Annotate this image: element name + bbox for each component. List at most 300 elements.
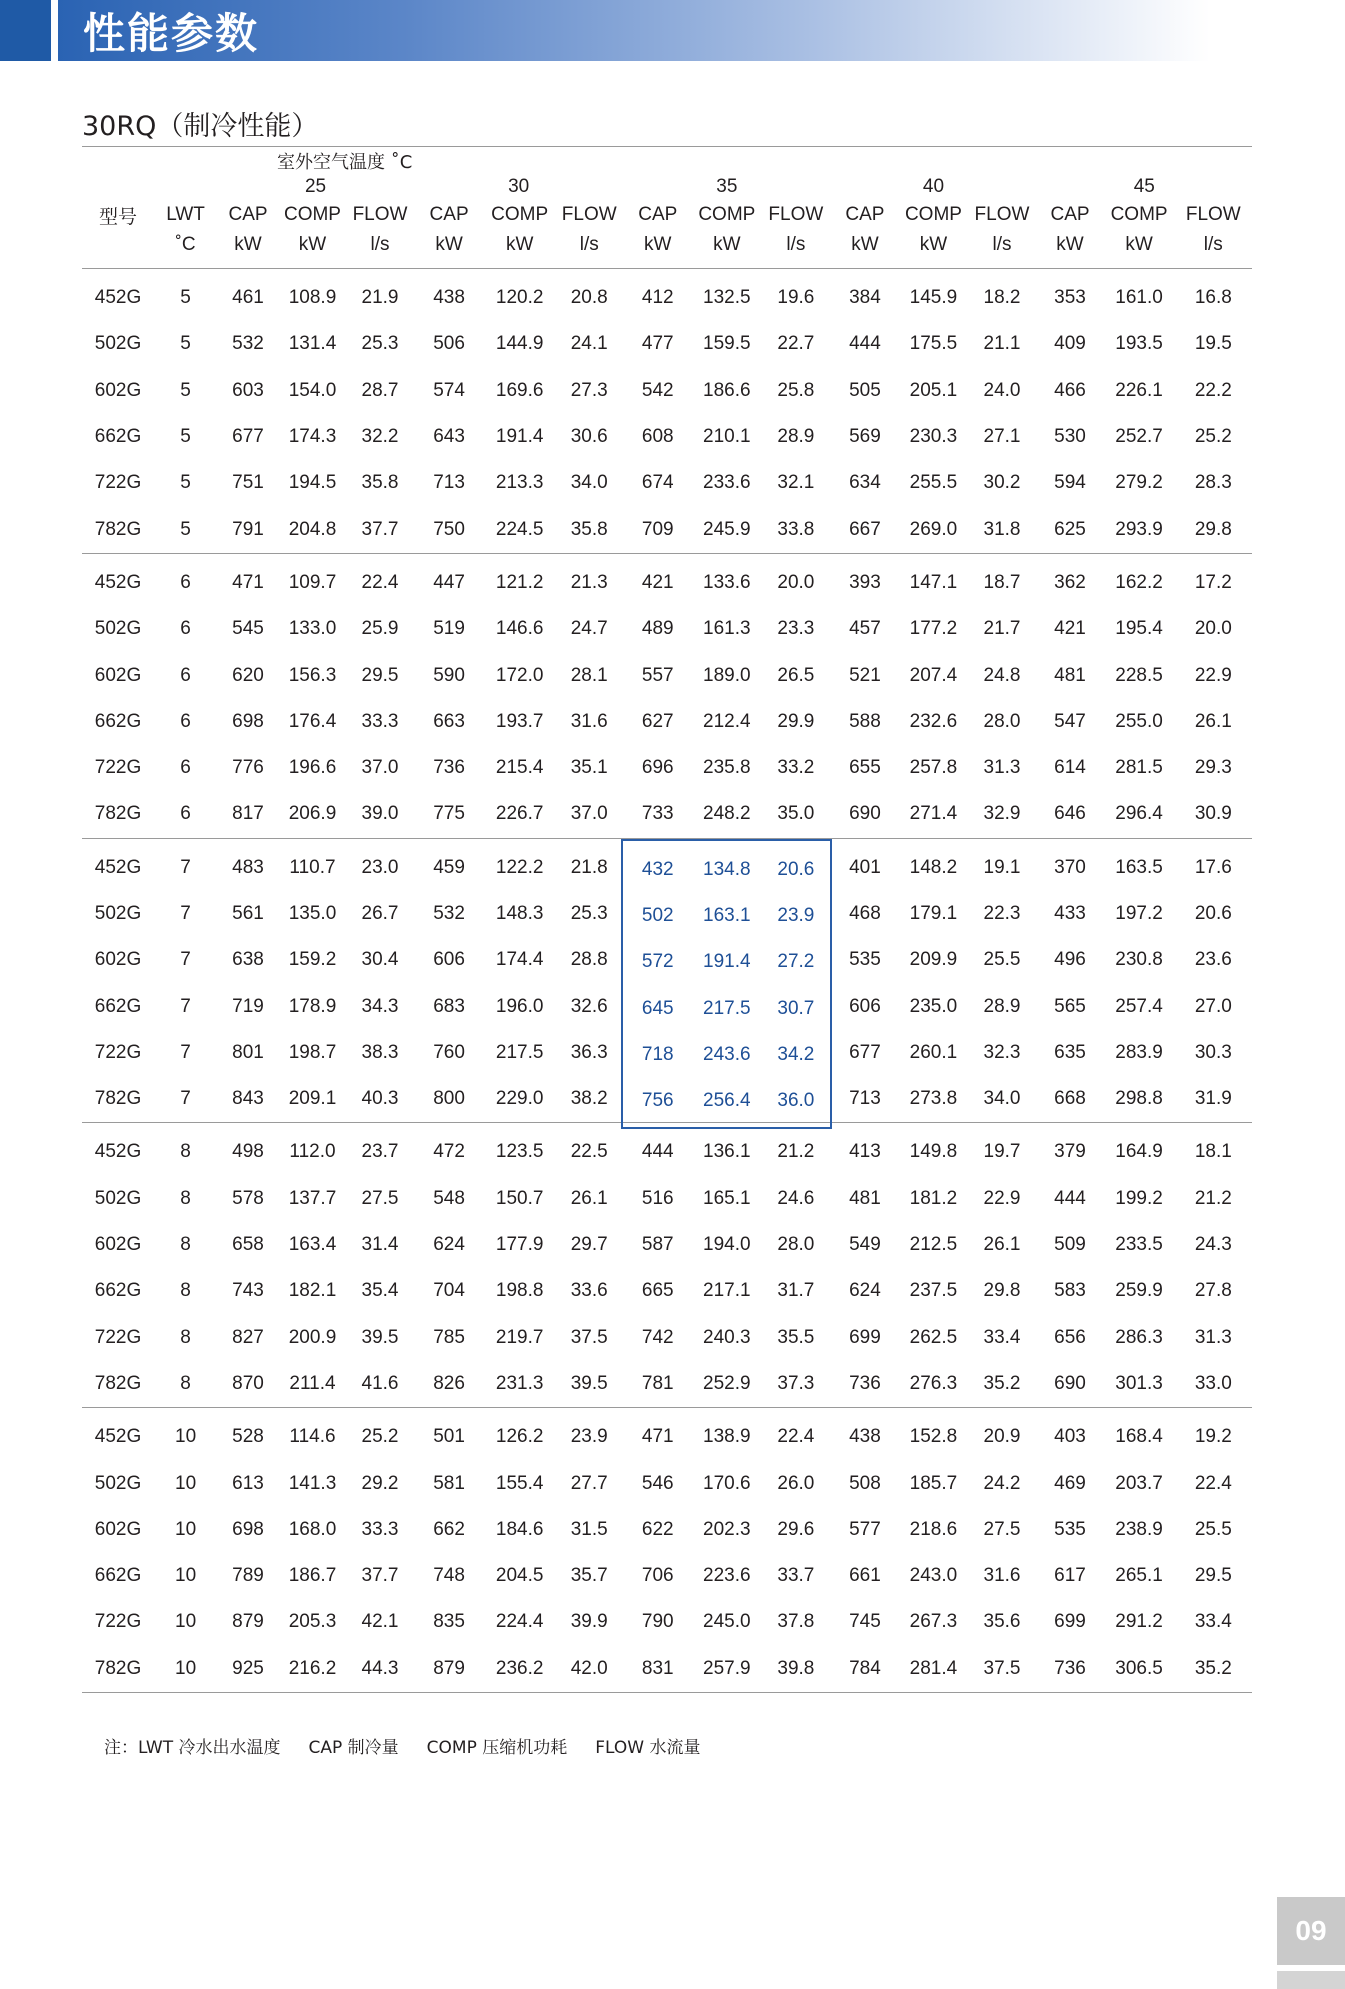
model-cell: 602G	[94, 949, 142, 971]
model-cell: 722G	[94, 757, 142, 779]
value-cell	[692, 983, 761, 1029]
value-cell	[1175, 1176, 1252, 1222]
lwt-cell: 6	[180, 618, 191, 640]
value-text: 283.9	[1115, 1041, 1163, 1063]
header-row-temps	[82, 174, 1252, 200]
value-cell	[484, 937, 555, 983]
value-text: 36.3	[570, 1041, 608, 1063]
column-unit: l/s	[370, 234, 390, 255]
model-cell: 452G	[94, 1426, 142, 1448]
value-text: 542	[641, 379, 674, 401]
value-text: 231.3	[495, 1372, 544, 1394]
value-text: 489	[641, 618, 674, 640]
value-cell	[346, 269, 414, 322]
model-cell: 502G	[94, 1187, 142, 1209]
value-text: 218.6	[909, 1518, 958, 1540]
value-cell	[1175, 460, 1252, 506]
value-text: 21.9	[361, 287, 399, 309]
value-cell	[1175, 1222, 1252, 1268]
value-cell	[555, 1123, 623, 1176]
value-text: 38.3	[361, 1041, 399, 1063]
value-cell	[1175, 606, 1252, 652]
value-cell	[830, 652, 899, 698]
value-text: 28.9	[983, 995, 1021, 1017]
value-cell	[830, 699, 899, 745]
value-text: 557	[641, 664, 674, 686]
value-text: 135.0	[288, 903, 337, 924]
value-text: 532	[433, 903, 465, 924]
value-text: 121.2	[495, 571, 544, 593]
value-text: 719	[232, 995, 264, 1017]
value-text: 24.8	[983, 664, 1021, 686]
value-cell	[279, 1361, 346, 1408]
value-cell	[279, 1507, 346, 1553]
value-text: 19.1	[983, 856, 1021, 878]
value-cell	[1104, 368, 1175, 414]
value-text: 174.4	[495, 949, 544, 971]
value-text: 459	[433, 856, 465, 878]
value-cell	[217, 699, 279, 745]
value-cell	[555, 460, 623, 506]
value-cell	[967, 506, 1036, 553]
value-cell	[346, 1268, 414, 1314]
value-text: 226.7	[495, 803, 544, 825]
column-label: COMP	[1110, 204, 1168, 225]
lwt-cell: 5	[180, 287, 191, 309]
value-cell	[1104, 553, 1175, 606]
value-cell	[899, 368, 967, 414]
lwt-cell: 7	[180, 903, 191, 924]
value-text: 22.9	[983, 1187, 1021, 1209]
value-cell	[692, 321, 761, 367]
value-cell	[830, 1315, 899, 1361]
value-cell	[623, 891, 692, 937]
value-cell	[899, 1646, 967, 1693]
lwt-cell: 8	[180, 1280, 191, 1302]
value-cell	[830, 1599, 899, 1645]
value-text: 146.6	[495, 618, 544, 640]
value-text: 879	[433, 1657, 465, 1679]
value-text: 206.9	[288, 803, 337, 825]
value-text: 204.8	[288, 518, 337, 540]
value-cell	[761, 1553, 830, 1599]
table-row	[82, 1599, 1252, 1645]
value-text: 622	[641, 1518, 674, 1540]
value-text: 198.8	[495, 1280, 544, 1302]
value-text: 265.1	[1115, 1565, 1163, 1587]
lwt-cell: 7	[180, 949, 191, 971]
value-text: 41.6	[361, 1372, 399, 1394]
value-cell	[761, 1222, 830, 1268]
model-cell: 782G	[82, 791, 154, 838]
lwt-cell: 7	[180, 1041, 191, 1063]
value-cell	[414, 414, 484, 460]
value-text: 228.5	[1115, 664, 1163, 686]
value-cell	[279, 1268, 346, 1314]
value-text: 35.2	[1194, 1657, 1232, 1679]
value-text: 141.3	[288, 1472, 337, 1494]
value-cell	[346, 1553, 414, 1599]
lwt-cell: 5	[180, 472, 191, 494]
value-cell	[414, 983, 484, 1029]
value-cell	[414, 321, 484, 367]
value-cell	[279, 1408, 346, 1461]
model-cell: 782G	[82, 506, 154, 553]
value-cell	[761, 1076, 830, 1123]
value-cell	[899, 506, 967, 553]
header-blank	[1037, 147, 1104, 174]
value-text: 226.1	[1115, 379, 1163, 401]
value-text: 33.3	[361, 710, 399, 732]
value-cell	[899, 1599, 967, 1645]
value-cell	[414, 1553, 484, 1599]
value-text: 216.2	[288, 1657, 337, 1679]
value-text: 775	[433, 803, 465, 825]
value-cell	[484, 1123, 555, 1176]
value-cell	[761, 1507, 830, 1553]
value-text: 35.2	[983, 1372, 1021, 1394]
value-text: 271.4	[909, 803, 958, 825]
value-text: 661	[849, 1565, 881, 1587]
value-text: 186.6	[703, 379, 751, 401]
value-cell	[346, 606, 414, 652]
value-cell	[899, 1460, 967, 1506]
value-cell	[899, 1361, 967, 1408]
value-text: 144.9	[495, 333, 544, 355]
value-cell	[1037, 1268, 1104, 1314]
value-cell	[692, 606, 761, 652]
value-cell	[623, 1176, 692, 1222]
value-cell	[414, 1222, 484, 1268]
value-text: 662	[433, 1518, 465, 1540]
value-text: 444	[1054, 1187, 1086, 1209]
value-text: 800	[433, 1088, 465, 1110]
value-cell	[761, 1646, 830, 1693]
note-flow: FLOW 水流量	[595, 1738, 701, 1758]
value-cell	[555, 1315, 623, 1361]
header-blank	[899, 147, 967, 174]
value-text: 713	[849, 1088, 881, 1110]
value-cell	[692, 1315, 761, 1361]
value-text: 22.5	[570, 1141, 608, 1163]
value-text: 535	[1054, 1518, 1086, 1540]
column-label: FLOW	[1185, 204, 1241, 225]
value-text: 215.4	[495, 757, 544, 779]
value-text: 136.1	[703, 1141, 751, 1163]
value-text: 257.8	[909, 757, 958, 779]
value-cell	[623, 791, 692, 838]
value-text: 25.5	[1194, 1518, 1232, 1540]
column-label: CAP	[845, 204, 885, 225]
value-cell	[1037, 1599, 1104, 1645]
value-text: 262.5	[909, 1326, 958, 1348]
value-cell	[692, 269, 761, 322]
value-text: 31.6	[983, 1565, 1021, 1587]
value-text: 28.9	[777, 426, 815, 448]
value-cell	[555, 1460, 623, 1506]
value-cell	[279, 937, 346, 983]
value-text: 273.8	[909, 1088, 958, 1110]
value-text: 109.7	[288, 571, 337, 593]
value-cell	[830, 1553, 899, 1599]
value-cell	[830, 1646, 899, 1693]
value-text: 168.0	[288, 1518, 337, 1540]
value-cell	[1104, 1408, 1175, 1461]
value-text: 22.4	[1194, 1472, 1232, 1494]
value-cell	[1104, 1076, 1175, 1123]
model-cell: 662G	[94, 710, 142, 732]
value-cell	[967, 891, 1036, 937]
value-text: 181.2	[909, 1187, 958, 1209]
value-text: 25.3	[570, 903, 608, 924]
value-cell	[1037, 699, 1104, 745]
value-cell	[555, 1599, 623, 1645]
value-cell	[1104, 983, 1175, 1029]
column-label: CAP	[429, 204, 469, 225]
value-cell	[623, 1315, 692, 1361]
value-cell	[1037, 414, 1104, 460]
value-text: 37.0	[570, 803, 608, 825]
value-cell	[346, 937, 414, 983]
header-spacer	[555, 260, 623, 269]
table-row	[82, 460, 1252, 506]
value-cell	[1037, 891, 1104, 937]
value-cell	[761, 1030, 830, 1076]
value-cell	[414, 606, 484, 652]
value-cell	[217, 606, 279, 652]
value-text: 379	[1054, 1141, 1086, 1163]
value-cell	[1175, 838, 1252, 891]
value-text: 267.3	[909, 1611, 958, 1633]
lwt-cell: 6	[154, 791, 217, 838]
value-cell	[1037, 1315, 1104, 1361]
value-text: 211.4	[289, 1372, 336, 1394]
value-text: 306.5	[1115, 1657, 1163, 1679]
value-cell	[1175, 937, 1252, 983]
value-cell	[1175, 1268, 1252, 1314]
value-cell	[830, 891, 899, 937]
value-cell	[761, 368, 830, 414]
value-cell	[414, 1268, 484, 1314]
value-cell	[484, 269, 555, 322]
model-cell: 502G	[94, 1472, 142, 1494]
value-text: 29.5	[1194, 1565, 1232, 1587]
value-cell	[1037, 791, 1104, 838]
table-row	[82, 321, 1252, 367]
value-text: 168.4	[1115, 1426, 1163, 1448]
table-row	[82, 1268, 1252, 1314]
lwt-cell: 8	[180, 1326, 191, 1348]
column-label: COMP	[491, 204, 549, 225]
value-text: 22.2	[1194, 379, 1232, 401]
value-text: 565	[1054, 995, 1086, 1017]
value-cell	[1104, 506, 1175, 553]
value-text: 298.8	[1115, 1088, 1163, 1110]
header-blank	[623, 147, 692, 174]
value-text: 24.6	[777, 1187, 815, 1209]
model-cell: 662G	[94, 1280, 142, 1302]
value-cell	[761, 745, 830, 791]
value-text: 501	[433, 1426, 465, 1448]
value-cell	[555, 506, 623, 553]
value-text: 149.8	[909, 1141, 958, 1163]
value-cell	[555, 1222, 623, 1268]
header-blank	[1104, 147, 1175, 174]
value-cell	[346, 1646, 414, 1693]
value-text: 634	[849, 472, 881, 494]
value-cell	[692, 838, 761, 891]
value-cell	[761, 652, 830, 698]
value-text: 827	[232, 1326, 264, 1348]
value-cell	[346, 414, 414, 460]
value-text: 35.0	[777, 803, 815, 825]
model-cell: 502G	[94, 903, 142, 924]
value-text: 370	[1054, 856, 1086, 878]
value-text: 31.4	[361, 1234, 399, 1256]
value-text: 122.2	[495, 856, 544, 878]
page-title: 性能参数	[83, 8, 260, 58]
model-cell: 782G	[82, 1646, 154, 1693]
value-text: 18.2	[983, 287, 1021, 309]
value-text: 256.4	[703, 1090, 751, 1112]
value-cell	[692, 1599, 761, 1645]
value-text: 30.2	[983, 472, 1021, 494]
value-text: 42.1	[361, 1611, 399, 1633]
value-cell	[761, 699, 830, 745]
value-text: 245.0	[703, 1611, 751, 1633]
header-blank	[555, 147, 623, 174]
value-text: 16.8	[1194, 287, 1232, 309]
value-cell	[555, 321, 623, 367]
value-text: 709	[641, 518, 674, 540]
value-cell	[899, 1268, 967, 1314]
value-cell	[217, 1408, 279, 1461]
value-cell	[967, 1268, 1036, 1314]
value-text: 28.0	[777, 1234, 815, 1256]
value-cell	[279, 414, 346, 460]
value-text: 33.8	[777, 518, 815, 540]
header-spacer	[279, 260, 346, 269]
value-text: 257.9	[703, 1657, 751, 1679]
value-text: 163.1	[703, 905, 751, 926]
value-text: 21.2	[777, 1141, 815, 1163]
value-text: 587	[641, 1234, 674, 1256]
value-cell	[967, 1408, 1036, 1461]
value-text: 477	[641, 333, 674, 355]
value-cell	[967, 983, 1036, 1029]
value-text: 39.9	[570, 1611, 608, 1633]
value-text: 27.2	[777, 951, 815, 973]
value-text: 291.2	[1115, 1611, 1163, 1633]
value-cell	[967, 937, 1036, 983]
header-spacer	[899, 260, 967, 269]
value-cell	[414, 699, 484, 745]
value-cell	[830, 1123, 899, 1176]
value-cell	[484, 414, 555, 460]
temperature-header: 45	[1133, 176, 1155, 197]
value-cell	[555, 1553, 623, 1599]
value-text: 245.9	[703, 518, 751, 540]
value-text: 447	[433, 571, 465, 593]
value-cell	[623, 1268, 692, 1314]
value-cell	[1037, 1176, 1104, 1222]
outdoor-temp-label: 室外空气温度 ˚C	[277, 151, 413, 173]
value-cell	[692, 368, 761, 414]
value-cell	[899, 838, 967, 891]
value-cell	[346, 460, 414, 506]
value-text: 279.2	[1115, 472, 1163, 494]
value-cell	[761, 983, 830, 1029]
value-cell	[555, 1176, 623, 1222]
value-cell	[830, 321, 899, 367]
value-cell	[1037, 1553, 1104, 1599]
value-cell	[1104, 652, 1175, 698]
value-cell	[967, 699, 1036, 745]
value-cell	[217, 1123, 279, 1176]
value-text: 33.0	[1194, 1372, 1232, 1394]
value-text: 164.9	[1115, 1141, 1163, 1163]
value-cell	[1037, 1030, 1104, 1076]
value-text: 750	[433, 518, 465, 540]
value-text: 255.5	[909, 472, 958, 494]
column-unit: kW	[1056, 234, 1084, 255]
value-cell	[217, 269, 279, 322]
table-row	[82, 1030, 1252, 1076]
value-cell	[414, 269, 484, 322]
value-text: 31.8	[983, 518, 1021, 540]
value-cell	[346, 745, 414, 791]
lwt-cell: 7	[154, 1076, 217, 1123]
value-cell	[279, 791, 346, 838]
page-tab-decoration	[1277, 1971, 1345, 1989]
value-text: 432	[641, 858, 674, 880]
header-blank	[82, 230, 154, 260]
value-cell	[484, 1646, 555, 1693]
value-text: 781	[641, 1372, 674, 1394]
value-text: 150.7	[495, 1187, 544, 1209]
value-cell	[1104, 460, 1175, 506]
value-cell	[279, 1076, 346, 1123]
value-text: 21.3	[570, 571, 608, 593]
value-cell	[414, 745, 484, 791]
value-text: 401	[849, 856, 881, 878]
header-spacer	[484, 260, 555, 269]
value-text: 238.9	[1115, 1518, 1163, 1540]
value-text: 519	[433, 618, 465, 640]
value-cell	[761, 1361, 830, 1408]
value-text: 24.3	[1194, 1234, 1232, 1256]
header-blank	[154, 174, 217, 200]
value-text: 18.1	[1194, 1141, 1232, 1163]
value-text: 233.5	[1115, 1234, 1163, 1256]
value-text: 132.5	[703, 287, 751, 309]
value-cell	[830, 1076, 899, 1123]
value-text: 137.7	[288, 1187, 337, 1209]
value-text: 668	[1054, 1088, 1086, 1110]
lwt-cell: 5	[180, 379, 191, 401]
value-text: 233.6	[703, 472, 751, 494]
value-cell	[279, 983, 346, 1029]
value-cell	[217, 791, 279, 838]
value-cell	[414, 1176, 484, 1222]
value-cell	[967, 1460, 1036, 1506]
value-cell	[346, 1176, 414, 1222]
value-cell	[279, 1646, 346, 1693]
value-text: 506	[433, 333, 465, 355]
value-cell	[555, 1507, 623, 1553]
value-text: 240.3	[703, 1326, 751, 1348]
value-text: 31.7	[777, 1280, 815, 1302]
